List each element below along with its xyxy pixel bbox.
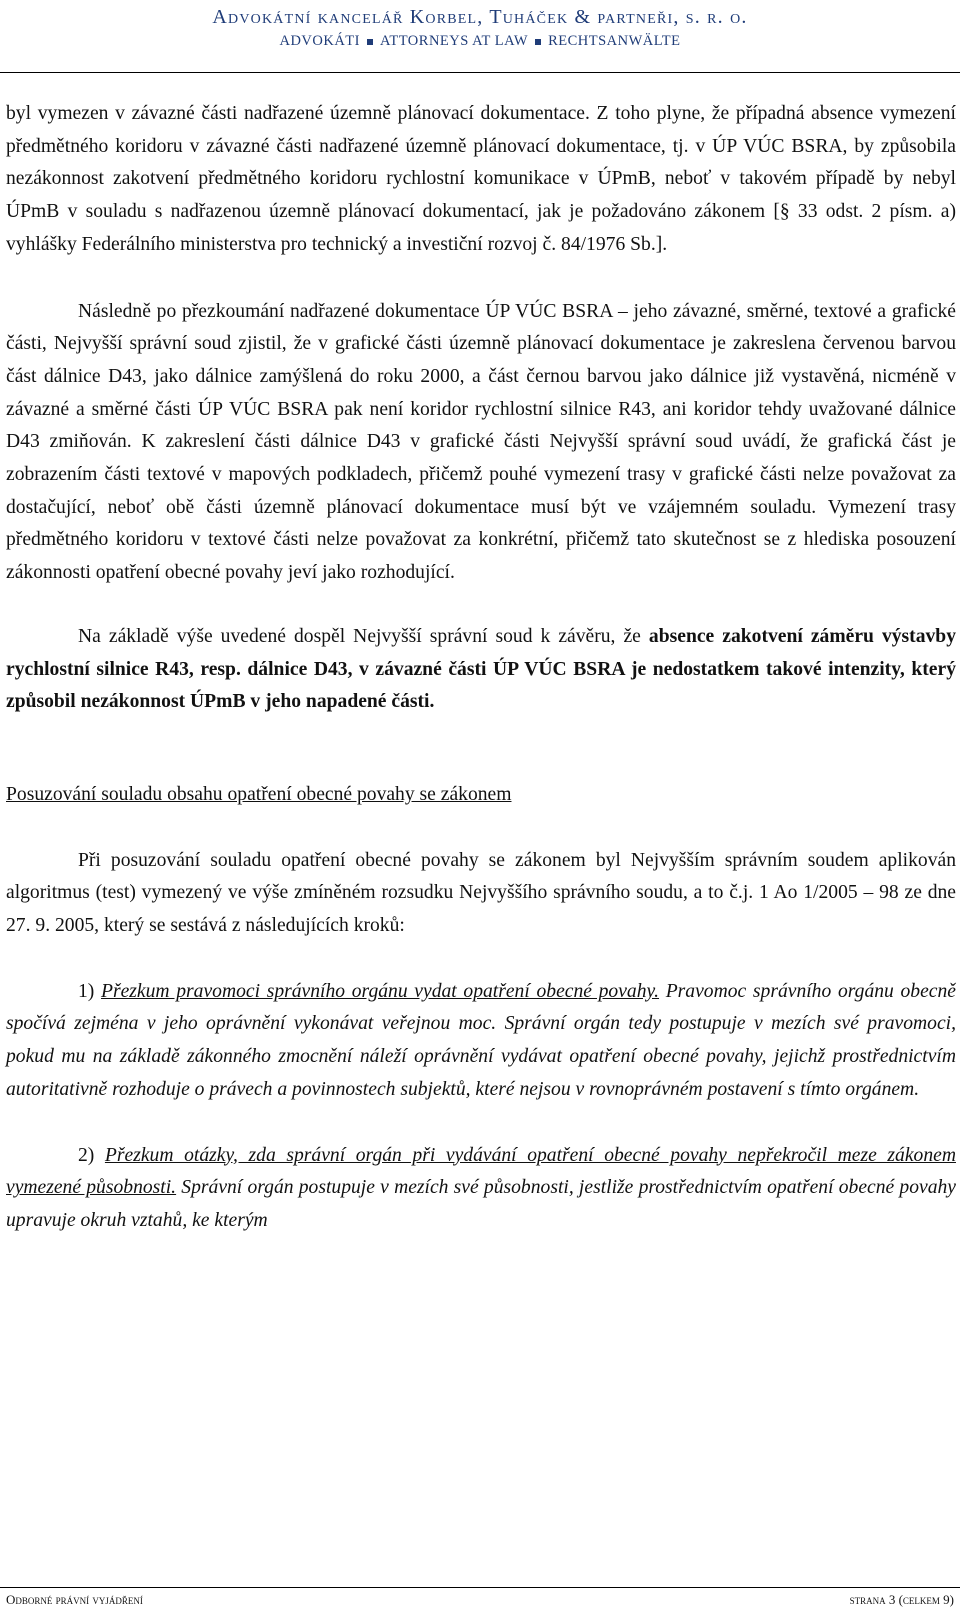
list-item-title: Přezkum otázky, zda správní orgán při vydávání opatření obecné povahy nepřekročil meze zákonem vymezené působnosti. — [6, 1144, 956, 1199]
footer-divider — [0, 1587, 960, 1588]
paragraph-emphasis: absence zakotvení záměru výstavby rychlostní silnice R43, resp. dálnice D43, v závazné části ÚP VÚC BSRA je nedostatkem takové intenzity, který způsobil nezákonnost ÚPmB v jeho napadené části. — [6, 625, 956, 713]
footer-document-title: Odborné právní vyjádření — [6, 1592, 143, 1607]
document-body — [6, 98, 956, 1238]
paragraph-text: Na základě výše uvedené dospěl Nejvyšší správní soud k závěru, že — [78, 625, 649, 647]
page-header — [0, 0, 960, 50]
firm-name: Advokátní kancelář Korbel, Tuháček & partneři, s. r. o. — [212, 6, 748, 28]
footer-page-number: strana 3 (celkem 9) — [849, 1592, 954, 1607]
square-bullet-icon — [535, 39, 541, 45]
tagline-item: RECHTSANWÄLTE — [548, 33, 681, 49]
paragraph: Následně po přezkoumání nadřazené dokumentace ÚP VÚC BSRA – jeho závazné, směrné, textové a grafické části, Nejvyšší správní soud zjistil, že v grafické části územně plánovací dokumentace je zakreslena červenou barvou část dálnice D43, jako dálnice zamýšlená do roku 2000, a část černou barvou jako dálnice již vystavěná, nicméně v závazné a směrné části ÚP VÚC BSRA pak není koridor rychlostní silnice R43, ani koridor tehdy uvažované dálnice D43 zmiňován. K zakreslení části dálnice D43 v grafické části Nejvyšší správní soud uvádí, že grafická část je zobrazením části textové v mapových podkladech, přičemž pouhé vymezení trasy v grafické části nelze považovat za dostačující, neboť obě části územně plánovací dokumentace musí být ve vzájemném souladu. Vymezení trasy předmětného koridoru v textové části nelze považovat za konkrétní, přičemž tato skutečnost se z hlediska posouzení zákonnosti opatření obecné povahy jeví jako rozhodující. — [6, 300, 956, 584]
list-item — [6, 1140, 956, 1238]
page-footer — [6, 1592, 954, 1608]
square-bullet-icon — [367, 39, 373, 45]
tagline-item: ADVOKÁTI — [279, 33, 360, 49]
header-divider — [0, 72, 960, 73]
paragraph: Při posuzování souladu opatření obecné povahy se zákonem byl Nejvyšším správním soudem aplikován algoritmus (test) vymezený ve výše zmíněném rozsudku Nejvyššího správního soudu, a to č.j. 1 Ao 1/2005 – 98 ze dne 27. 9. 2005, který se sestává z následujících kroků: — [6, 849, 956, 937]
tagline-item: ATTORNEYS AT LAW — [379, 33, 529, 49]
list-number: 2) — [78, 1144, 105, 1166]
list-item — [6, 976, 956, 1107]
paragraph — [6, 621, 956, 719]
section-heading — [6, 779, 956, 812]
list-item-text: Správní orgán postupuje v mezích své působnosti, jestliže prostřednictvím opatření obecné povahy upravuje okruh vztahů, ke kterým — [6, 1177, 956, 1231]
list-item-title: Přezkum pravomoci správního orgánu vydat opatření obecné povahy. — [101, 980, 660, 1002]
section-heading-text: Posuzování souladu obsahu opatření obecné povahy se zákonem — [6, 783, 512, 805]
paragraph: byl vymezen v závazné části nadřazené územně plánovací dokumentace. Z toho plyne, že případná absence vymezení předmětného koridoru v závazné části nadřazené územně plánovací dokumentace, tj. v ÚP VÚC BSRA, by způsobila nezákonnost zakotvení předmětného koridoru rychlostní komunikace v ÚPmB, neboť v takovém případě by nebyl ÚPmB v souladu s nadřazenou územně plánovací dokumentací, jak je požadováno zákonem [§ 33 odst. 2 písm. a) vyhlášky Federálního ministerstva pro technický a investiční rozvoj č. 84/1976 Sb.]. — [6, 103, 956, 255]
list-number: 1) — [78, 980, 101, 1002]
list-item-text: Pravomoc správního orgánu obecně spočívá zejména v jeho oprávnění vykonávat veřejnou moc. Správní orgán tedy postupuje v mezích své pravomoci, pokud mu na základě zákonného zmocnění náleží oprávnění vydávat opatření obecné povahy, jejichž prostřednictvím autoritativně rozhoduje o právech a povinnostech subjektů, které nejsou v rovnoprávném postavení s tímto orgánem. — [6, 980, 956, 1100]
firm-tagline — [0, 33, 960, 50]
